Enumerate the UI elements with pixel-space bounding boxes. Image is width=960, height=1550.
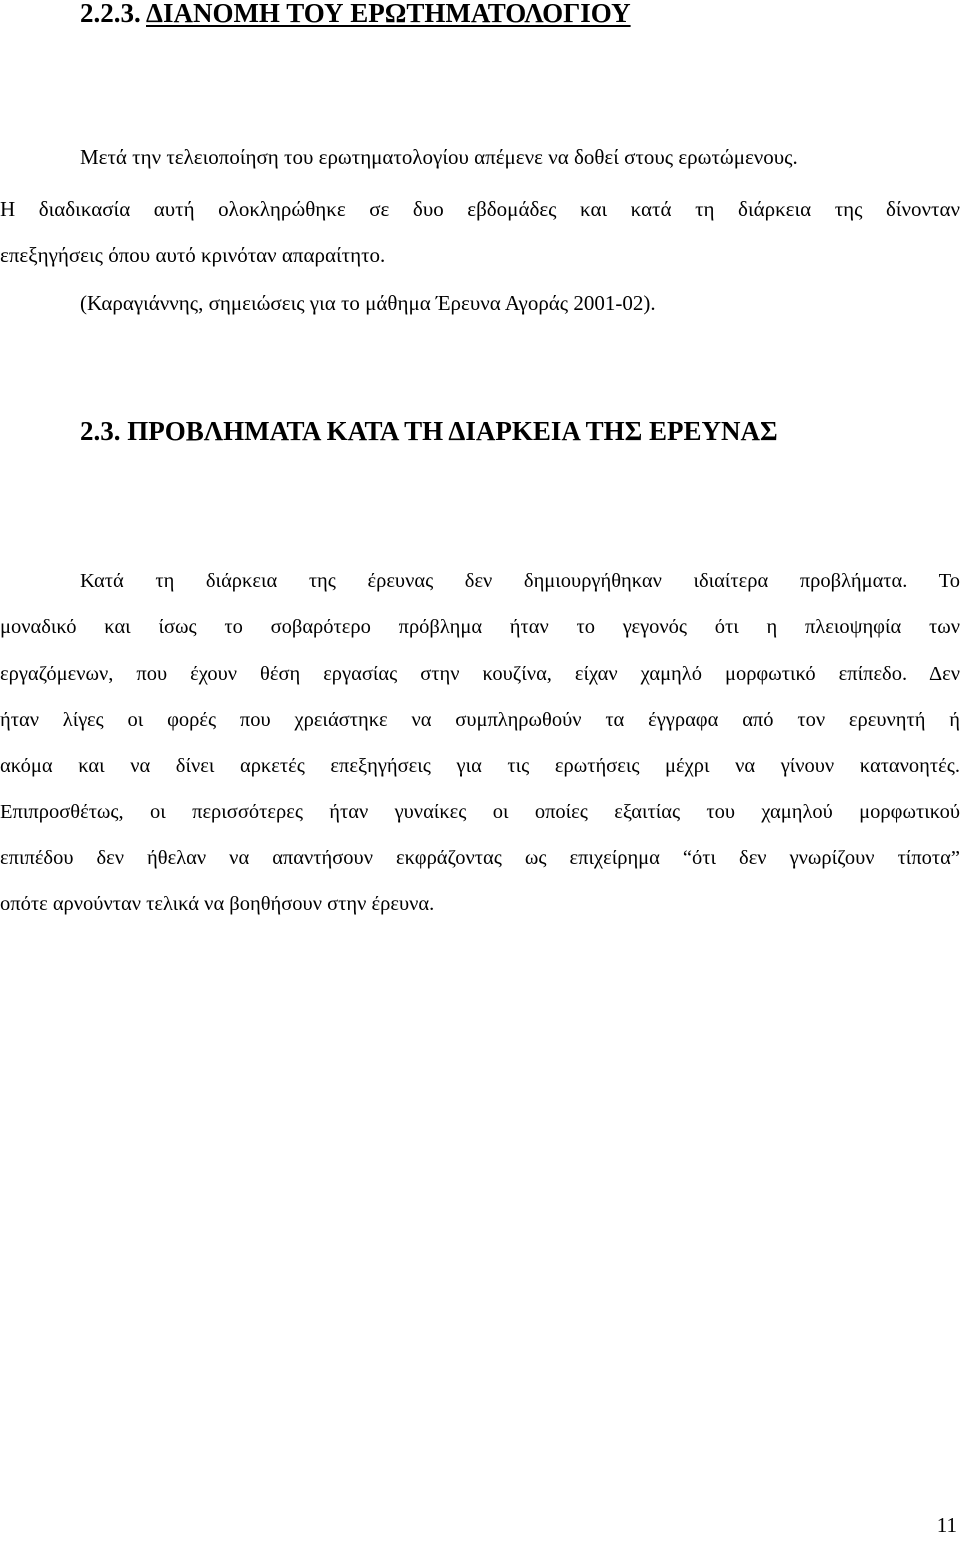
text-line: Η διαδικασία αυτή ολοκληρώθηκε σε δυο εβδομάδες και κατά τη διάρκεια της δίνονταν [0,197,960,221]
text-line: Επιπροσθέτως, οι περισσότερες ήταν γυναίκες οι οποίες εξαιτίας του χαμηλού μορφωτικού [0,801,960,823]
section-heading-distribution [80,0,631,28]
text-line: επεξηγήσεις όπου αυτό κρινόταν απαραίτητο. [0,243,386,267]
section-title: ΠΡΟΒΛΗΜΑΤΑ ΚΑΤΑ ΤΗ ΔΙΑΡΚΕΙΑ ΤΗΣ ΕΡΕΥΝΑΣ [127,416,778,446]
section-number: 2.2.3. [80,0,147,28]
text-line: ακόμα και να δίνει αρκετές επεξηγήσεις για τις ερωτήσεις μέχρι να γίνουν κατανοητές. [0,755,960,777]
text-line: μοναδικό και ίσως το σοβαρότερο πρόβλημα ήταν το γεγονός ότι η πλειοψηφία των [0,616,960,638]
section-title: ΔΙΑΝΟΜΗ ΤΟΥ ΕΡΩΤΗΜΑΤΟΛΟΓΙΟΥ [146,0,631,28]
text-line: Κατά τη διάρκεια της έρευνας δεν δημιουργήθηκαν ιδιαίτερα προβλήματα. Το [80,570,960,592]
text-line: οπότε αρνούνταν τελικά να βοηθήσουν στην έρευνα. [0,893,435,915]
text-line: Μετά την τελειοποίηση του ερωτηματολογίου απέμενε να δοθεί στους ερωτώμενους. [80,145,798,169]
text-line: ήταν λίγες οι φορές που χρειάστηκε να συμπληρωθούν τα έγγραφα από τον ερευνητή ή [0,709,960,731]
text-line: επιπέδου δεν ήθελαν να απαντήσουν εκφράζοντας ως επιχείρημα “ότι δεν γνωρίζουν τίποτα” [0,847,960,869]
section-heading-problems [80,416,778,446]
page-number: 11 [936,1513,957,1537]
section-number: 2.3. [80,416,128,446]
text-line: (Καραγιάννης, σημειώσεις για το μάθημα Έρευνα Αγοράς 2001-02). [80,291,656,315]
text-line: εργαζόμενων, που έχουν θέση εργασίας στην κουζίνα, είχαν χαμηλό μορφωτικό επίπεδο. Δεν [0,663,960,685]
